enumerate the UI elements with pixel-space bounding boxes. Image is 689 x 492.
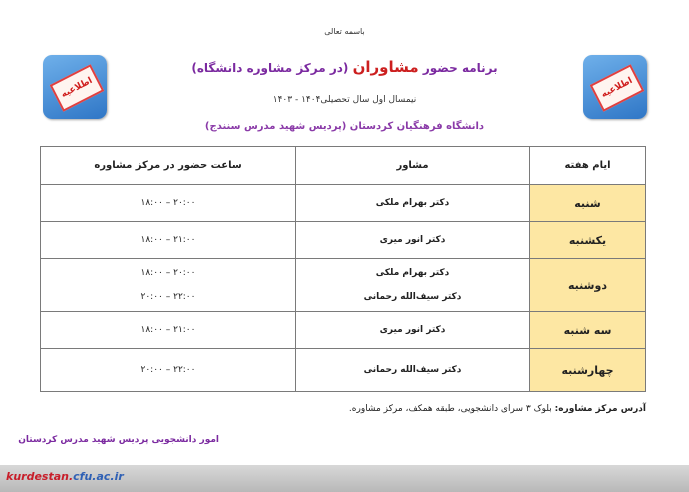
table-row [41,349,646,392]
address-text [349,404,646,414]
advisor-cell [296,222,530,259]
table-row [41,259,646,312]
table-row [41,312,646,349]
title-emphasis: مشاوران [352,58,419,76]
advisor-name: دکتر انور میری [379,325,446,335]
title-prefix: برنامه حضور [418,61,498,75]
address-label: آدرس مرکز مشاوره: [554,404,646,414]
day-cell: دوشنبه [530,259,646,312]
announcement-icon [43,55,107,119]
bismillah-text: باسمه تعالی [324,27,365,36]
advisor-name: دکتر بهرام ملکی [375,198,450,208]
table-header-row [41,147,646,185]
hours-range: ۲۰:۰۰ – ۲۲:۰۰ [140,365,196,375]
hours-cell [41,222,296,259]
hours-cell [41,312,296,349]
hours-range: ۱۸:۰۰ – ۲۱:۰۰ [140,235,196,245]
title-suffix: (در مرکز مشاوره دانشگاه) [191,61,353,75]
day-cell: یکشنبه [530,222,646,259]
hours-cell [41,349,296,392]
hours-range: ۱۸:۰۰ – ۲۰:۰۰ [140,268,196,278]
advisor-cell [296,259,530,312]
announcement-stamp: اطلاعیه [590,64,645,112]
announcement-icon [583,55,647,119]
hours-range: ۱۸:۰۰ – ۲۰:۰۰ [140,198,196,208]
site-main-text: kurdestan. [6,470,74,483]
hours-range: ۱۸:۰۰ – ۲۱:۰۰ [140,325,196,335]
header-day: ایام هفته [530,147,646,185]
advisor-cell [296,185,530,222]
table-row [41,222,646,259]
day-cell: چهارشنبه [530,349,646,392]
announcement-stamp: اطلاعیه [50,64,105,112]
day-cell: شنبه [530,185,646,222]
header-hours: ساعت حضور در مرکز مشاوره [41,147,296,185]
advisor-name: دکتر سیف‌الله رحمانی [363,365,462,375]
hours-range: ۲۰:۰۰ – ۲۲:۰۰ [140,292,196,302]
semester-text: نیمسال اول سال تحصیلی۱۴۰۴ - ۱۴۰۳ [272,95,417,105]
advisor-name: دکتر انور میری [379,235,446,245]
schedule-table [40,146,646,392]
day-cell: سه شنبه [530,312,646,349]
hours-cell [41,185,296,222]
advisor-name: دکتر بهرام ملکی [375,268,450,278]
advisor-cell [296,312,530,349]
site-domain-text: cfu.ac.ir [73,470,124,483]
footer-bar [0,465,689,492]
advisor-cell [296,349,530,392]
advisor-name: دکتر سیف‌الله رحمانی [363,292,462,302]
table-row [41,185,646,222]
hours-cell [41,259,296,312]
footer-site-link[interactable] [6,470,124,483]
university-text: دانشگاه فرهنگیان کردستان (پردیس شهید مدرس سنندج) [204,121,485,132]
header-advisor: مشاور [296,147,530,185]
address-value: بلوک ۳ سرای دانشجویی، طبقه همکف، مرکز مشاوره. [348,404,555,414]
student-affairs-signature: امور دانشجویی پردیس شهید مدرس کردستان [18,435,219,445]
